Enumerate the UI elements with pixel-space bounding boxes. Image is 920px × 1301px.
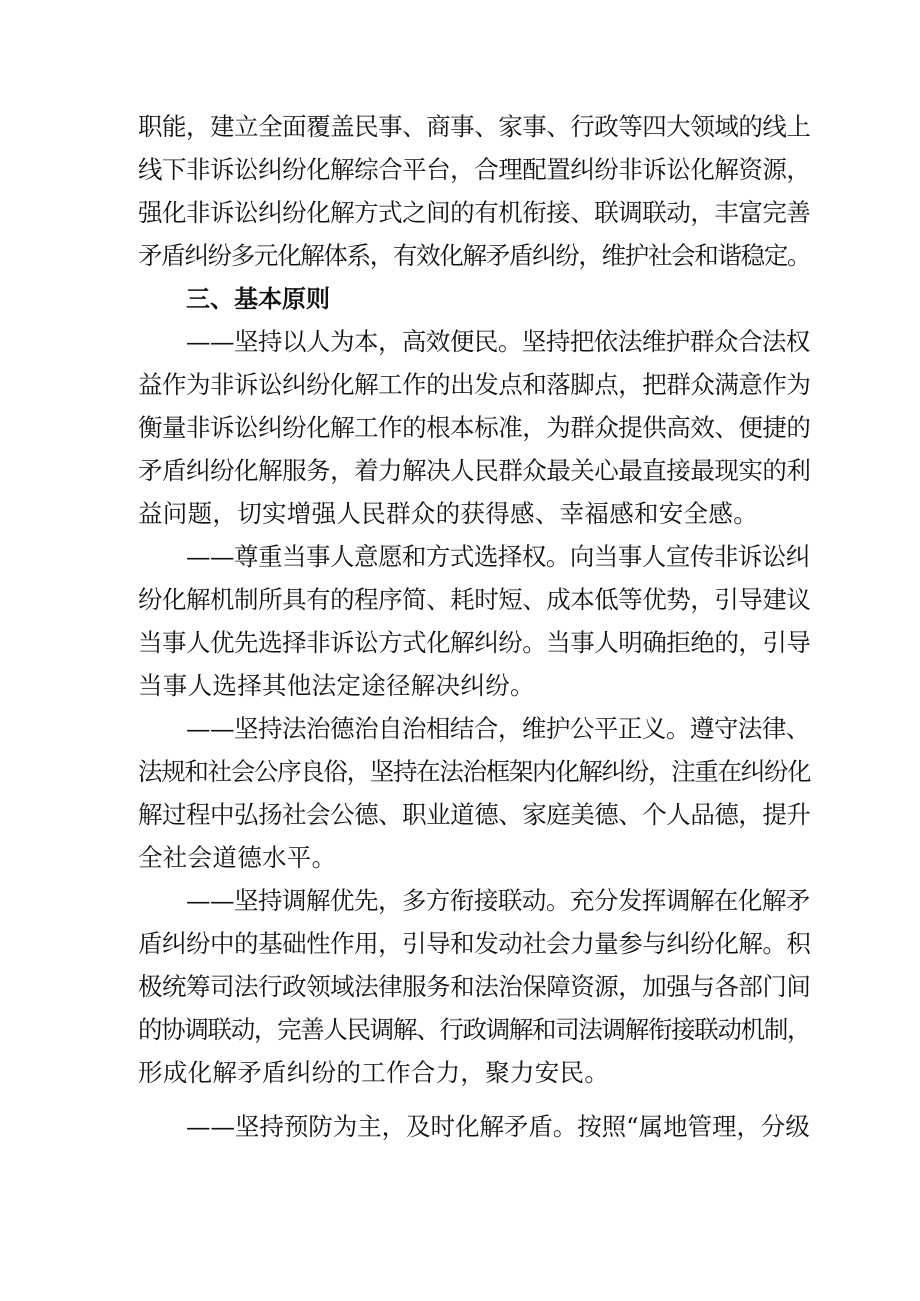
paragraph-line: 的协调联动，完善人民调解、行政调解和司法调解衔接联动机制， xyxy=(138,1015,811,1044)
paragraph-line: 当事人选择其他法定途径解决纠纷。 xyxy=(138,671,535,700)
paragraph-line: ——坚持法治德治自治相结合，维护公平正义。遵守法律、 xyxy=(186,714,810,743)
paragraph-line: ——尊重当事人意愿和方式选择权。向当事人宣传非诉讼纠 xyxy=(186,542,810,571)
paragraph-line: ——坚持以人为本，高效便民。坚持把依法维护群众合法权 xyxy=(186,327,810,356)
paragraph-line: 线下非诉讼纠纷化解综合平台，合理配置纠纷非诉讼化解资源， xyxy=(138,155,811,184)
paragraph-line: 职能，建立全面覆盖民事、商事、家事、行政等四大领域的线上 xyxy=(138,112,811,141)
section-heading: 三、基本原则 xyxy=(186,285,330,313)
paragraph-line: 衡量非诉讼纠纷化解工作的根本标准，为群众提供高效、便捷的 xyxy=(138,413,811,442)
paragraph-line: 全社会道德水平。 xyxy=(138,843,337,872)
paragraph-line: ——坚持预防为主，及时化解矛盾。按照“属地管理，分级 xyxy=(186,1112,810,1141)
paragraph-line: 当事人优先选择非诉讼方式化解纠纷。当事人明确拒绝的，引导 xyxy=(138,628,811,657)
paragraph-line: 解过程中弘扬社会公德、职业道德、家庭美德、个人品德，提升 xyxy=(138,800,811,829)
paragraph-line: 纷化解机制所具有的程序简、耗时短、成本低等优势，引导建议 xyxy=(138,585,811,614)
paragraph-line: 矛盾纠纷化解服务，着力解决人民群众最关心最直接最现实的利 xyxy=(138,456,811,485)
paragraph-line: 形成化解矛盾纠纷的工作合力，聚力安民。 xyxy=(138,1058,610,1087)
paragraph-line: 益作为非诉讼纠纷化解工作的出发点和落脚点，把群众满意作为 xyxy=(138,370,811,399)
paragraph-line: 极统筹司法行政领域法律服务和法治保障资源，加强与各部门间 xyxy=(138,972,811,1001)
paragraph-line: 益问题，切实增强人民群众的获得感、幸福感和安全感。 xyxy=(138,499,758,528)
paragraph-line: 盾纠纷中的基础性作用，引导和发动社会力量参与纠纷化解。积 xyxy=(138,929,811,958)
paragraph-line: 法规和社会公序良俗，坚持在法治框架内化解纠纷，注重在纠纷化 xyxy=(138,757,811,786)
paragraph-line: 强化非诉讼纠纷化解方式之间的有机衔接、联调联动，丰富完善 xyxy=(138,198,811,227)
paragraph-line: ——坚持调解优先，多方衔接联动。充分发挥调解在化解矛 xyxy=(186,886,810,915)
paragraph-line: 矛盾纠纷多元化解体系，有效化解矛盾纠纷，维护社会和谐稳定。 xyxy=(138,241,811,270)
